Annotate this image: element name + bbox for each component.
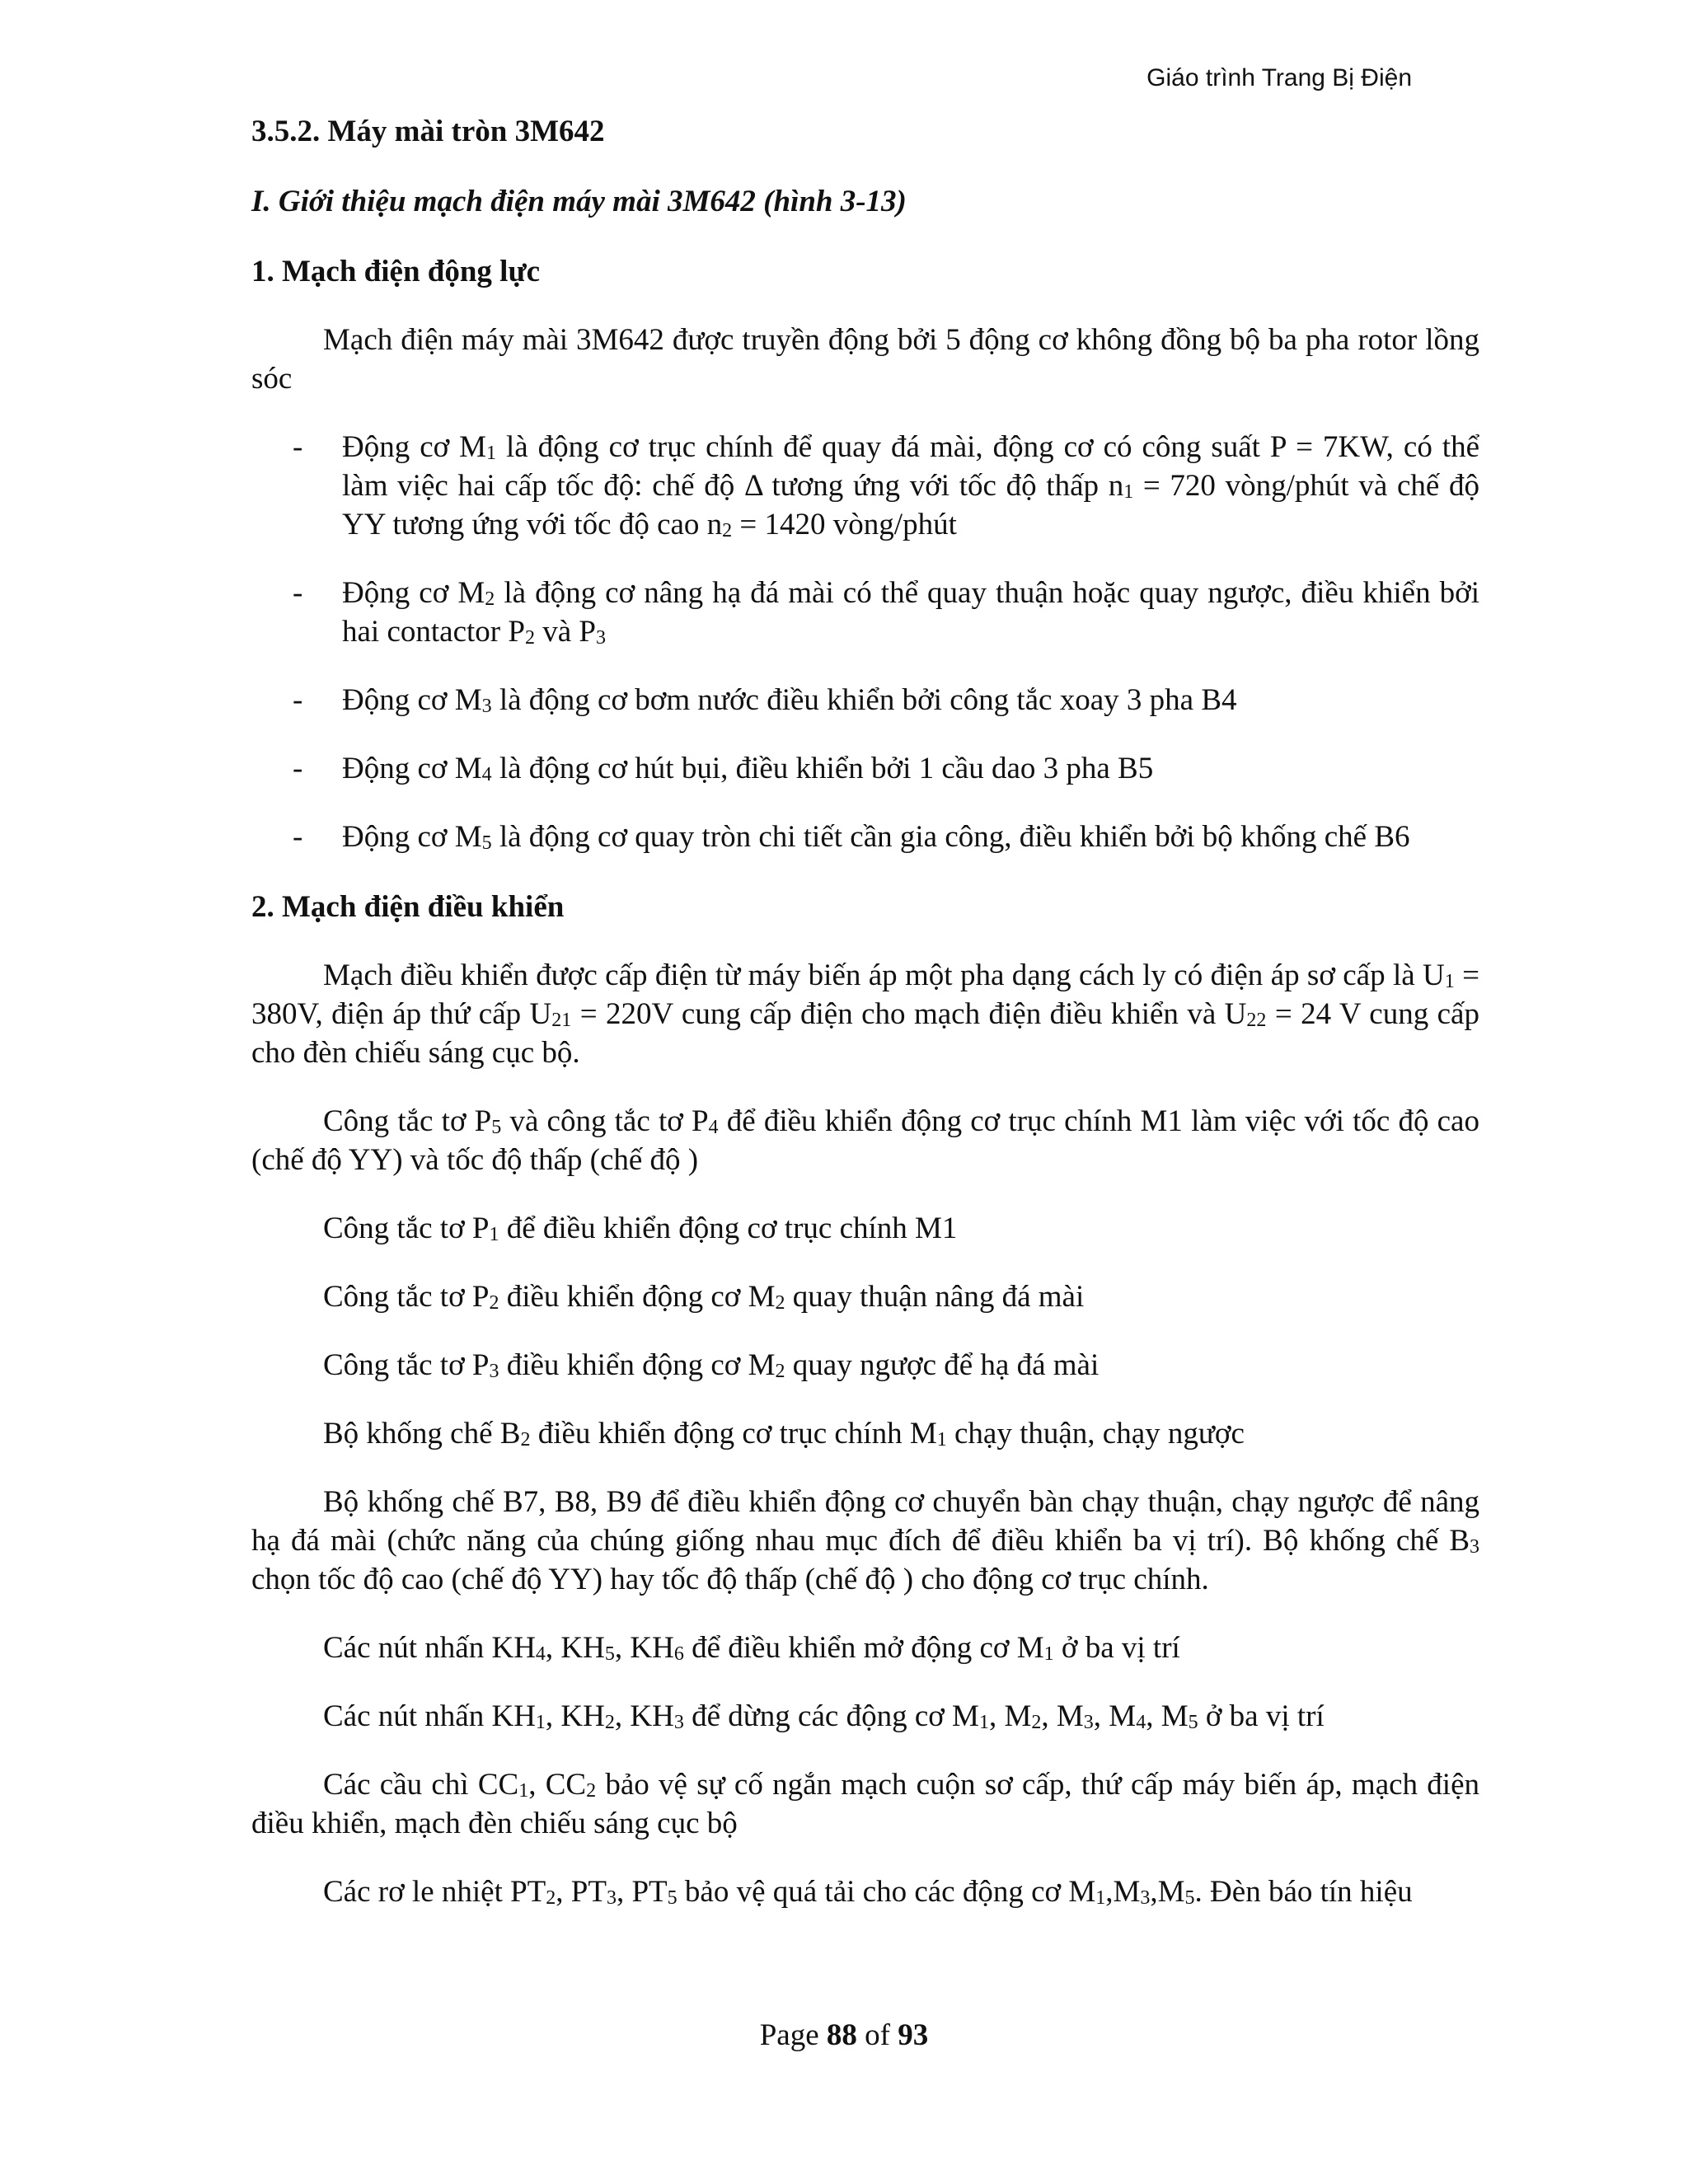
motor-item-m2: - Động cơ $M_2$ là động cơ nâng hạ đá mài có thể quay thuận hoặc quay ngược, điều khiển bởi hai contactor $P_2$ và $P_3$: [251, 574, 1479, 651]
control-paragraph-p2: Công tắc tơ $P_2$ điều khiển động cơ $M_2$ quay thuận nâng đá mài: [323, 1280, 1085, 1314]
motor-item-m1: - Động cơ $M_1$ là động cơ trục chính để quay đá mài, động cơ có công suất P = 7KW, có thể làm việc hai cấp tốc độ: chế độ Δ tương ứng với tốc độ thấp $n_1 = 720$ vòng/phút và chế độ YY tương ứng với tốc độ cao $n_2 = 1420$ vòng/phút: [251, 428, 1479, 544]
control-paragraph-p5-p4: Công tắc tơ $P_5$ và công tắc tơ $P_4$ để điều khiển động cơ trục chính M1 làm việc với tốc độ cao (chế độ YY) và tốc độ thấp (chế độ ): [251, 1104, 1479, 1177]
control-paragraph-thermal-relays: Các rơ le nhiệt $PT_2$, $PT_3$, $PT_5$ bảo vệ quá tải cho các động cơ $M_1,M_3,M_5$. Đèn báo tín hiệu: [323, 1875, 1413, 1909]
page-content: [251, 112, 1479, 1911]
bullet-dash: -: [293, 820, 303, 854]
bullet-dash: -: [293, 430, 303, 464]
bullet-dash: -: [293, 576, 303, 610]
control-paragraph-start-buttons: Các nút nhấn $KH_4$, $KH_5$, $KH_6$ để điều khiển mở động cơ $M_1$ ở ba vị trí: [323, 1631, 1180, 1665]
control-paragraph-p1: Công tắc tơ $P_1$ để điều khiển động cơ trục chính M1: [323, 1212, 958, 1245]
footer-of-word: of: [865, 2018, 890, 2052]
motor-list: [251, 428, 1479, 856]
footer-page-word: Page: [759, 2018, 819, 2052]
footer-total-pages: 93: [898, 2018, 929, 2052]
bullet-dash: -: [293, 752, 303, 785]
control-paragraph-transformer: Mạch điều khiển được cấp điện từ máy biến áp một pha dạng cách ly có điện áp sơ cấp là $U_1 = 380V$, điện áp thứ cấp $U_{21} = 220V$ cung cấp điện cho mạch điện điều khiển và $U_{22} = 24$ V cung cấp cho đèn chiếu sáng cục bộ.: [251, 958, 1479, 1070]
subheading-power-circuit: 1. Mạch điện động lực: [251, 255, 541, 288]
control-paragraph-stop-buttons: Các nút nhấn $KH_1$, $KH_2$, $KH_3$ để dừng các động cơ $M_1$, $M_2$, $M_3$, $M_4$, $M_5$ ở ba vị trí: [323, 1699, 1325, 1733]
control-paragraph-b2: Bộ khống chế $B_2$ điều khiển động cơ trục chính $M_1$ chạy thuận, chạy ngược: [323, 1417, 1245, 1451]
main-heading: I. Giới thiệu mạch điện máy mài 3M642 (hình 3-13): [251, 185, 907, 218]
section-title: 3.5.2. Máy mài tròn 3M642: [251, 115, 605, 148]
page-footer: [0, 2018, 1688, 2053]
control-paragraph-b7-b8-b9: Bộ khống chế B7, B8, B9 để điều khiển động cơ chuyển bàn chạy thuận, chạy ngược để nâng hạ đá mài (chức năng của chúng giống nhau mục đích để điều khiển ba vị trí). Bộ khống chế $B_3$ chọn tốc độ cao (chế độ YY) hay tốc độ thấp (chế độ ) cho động cơ trục chính.: [251, 1485, 1479, 1596]
control-paragraph-fuses: Các cầu chì $CC_1$, $CC_2$ bảo vệ sự cố ngắn mạch cuộn sơ cấp, thứ cấp máy biến áp, mạch điện điều khiển, mạch đèn chiếu sáng cục bộ: [251, 1768, 1479, 1840]
control-paragraph-p3: Công tắc tơ $P_3$ điều khiển động cơ $M_2$ quay ngược để hạ đá mài: [323, 1348, 1100, 1382]
motor-item-m4: - Động cơ $M_4$ là động cơ hút bụi, điều khiển bởi 1 cầu dao 3 pha B5: [251, 749, 1479, 788]
motor-item-m3: - Động cơ $M_3$ là động cơ bơm nước điều khiển bởi công tắc xoay 3 pha B4: [251, 681, 1479, 719]
subheading-control-circuit: 2. Mạch điện điều khiển: [251, 890, 565, 924]
footer-current-page: 88: [826, 2018, 857, 2052]
motor-item-m5: - Động cơ $M_5$ là động cơ quay tròn chi tiết cần gia công, điều khiển bởi bộ khống chế B6: [251, 818, 1479, 856]
intro-paragraph: Mạch điện máy mài 3M642 được truyền động bởi 5 động cơ không đồng bộ ba pha rotor lồng sóc: [251, 323, 1479, 396]
document-header: Giáo trình Trang Bị Điện: [1146, 64, 1412, 91]
bullet-dash: -: [293, 683, 303, 717]
